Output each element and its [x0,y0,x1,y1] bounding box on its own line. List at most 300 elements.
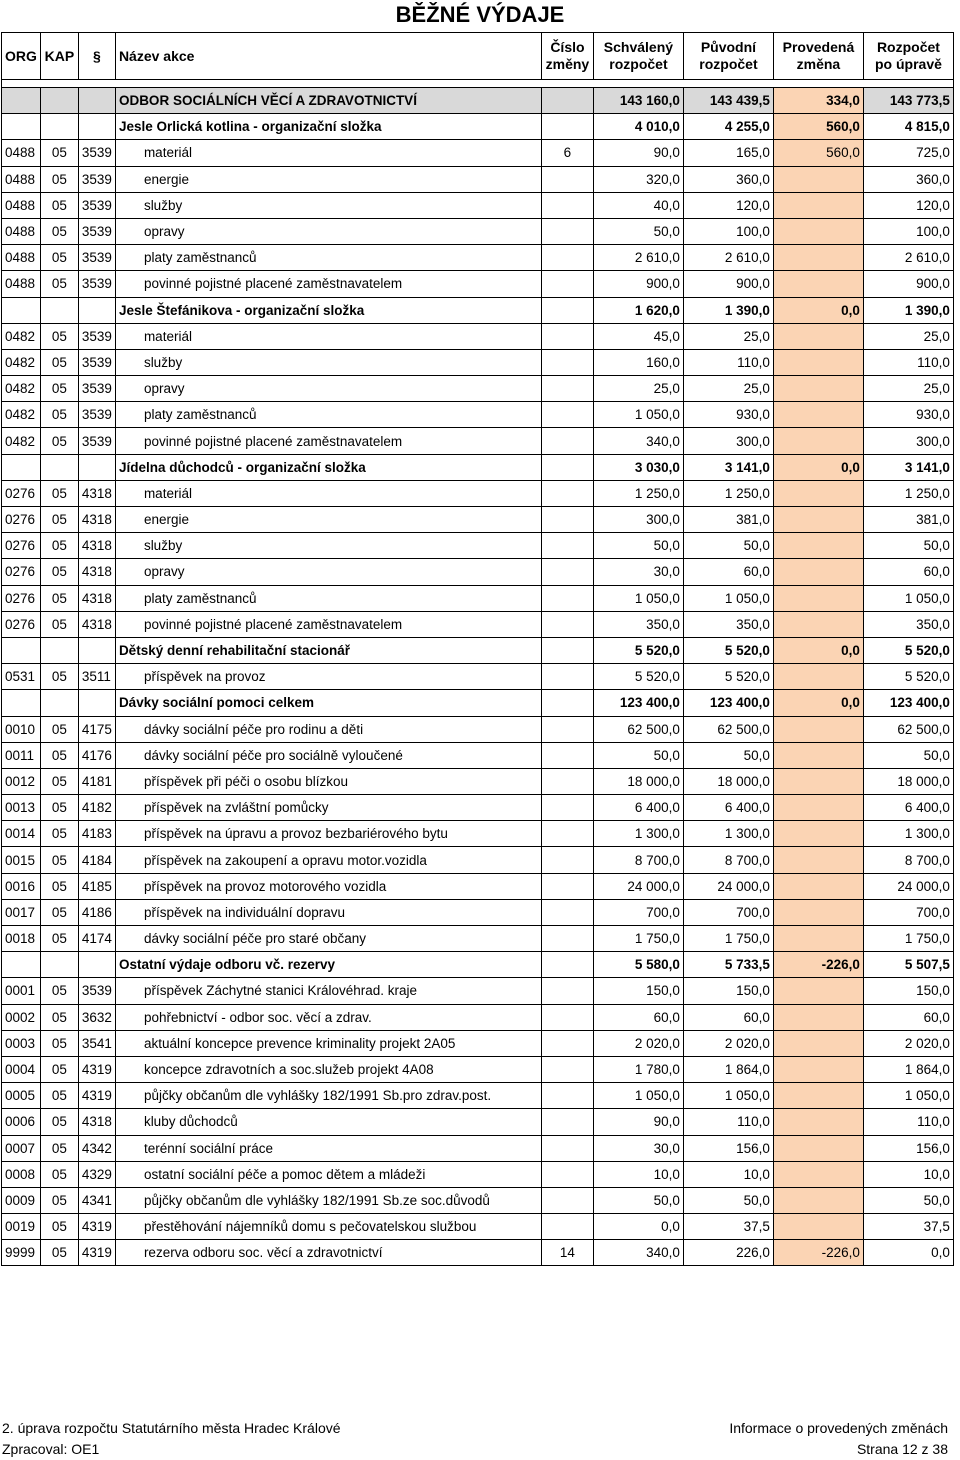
cell-adjusted: 0,0 [863,1240,953,1266]
cell-original: 25,0 [683,323,773,349]
cell-org [2,454,41,480]
table-row [2,742,954,768]
cell-approved: 50,0 [593,1187,683,1213]
cell-name: kluby důchodců [115,1109,541,1135]
cell-adjusted: 24 000,0 [863,873,953,899]
cell-change-no [541,166,593,192]
cell-original: 50,0 [683,1187,773,1213]
cell-original: 165,0 [683,140,773,166]
cell-change [773,218,863,244]
cell-kap: 05 [40,1056,78,1082]
cell-kap [40,690,78,716]
cell-change [773,323,863,349]
cell-approved: 30,0 [593,559,683,585]
cell-adjusted: 5 507,5 [863,952,953,978]
cell-original: 120,0 [683,192,773,218]
cell-adjusted: 381,0 [863,507,953,533]
cell-approved: 700,0 [593,899,683,925]
cell-org: 0482 [2,323,41,349]
cell-paragraph: 4184 [78,847,115,873]
cell-change [773,1135,863,1161]
cell-paragraph [78,637,115,663]
cell-name: materiál [115,323,541,349]
cell-kap [40,114,78,140]
cell-original: 24 000,0 [683,873,773,899]
cell-name: příspěvek na zvláštní pomůcky [115,795,541,821]
cell-adjusted: 2 020,0 [863,1030,953,1056]
cell-paragraph: 3541 [78,1030,115,1056]
cell-kap [40,952,78,978]
cell-paragraph: 4342 [78,1135,115,1161]
cell-kap: 05 [40,1135,78,1161]
cell-org: 0011 [2,742,41,768]
table-row [2,245,954,271]
cell-approved: 1 050,0 [593,585,683,611]
cell-approved: 24 000,0 [593,873,683,899]
cell-approved: 300,0 [593,507,683,533]
cell-change-no [541,1135,593,1161]
cell-org: 0276 [2,585,41,611]
cell-adjusted: 50,0 [863,1187,953,1213]
cell-paragraph: 4318 [78,611,115,637]
cell-kap: 05 [40,664,78,690]
cell-approved: 90,0 [593,140,683,166]
cell-change-no [541,847,593,873]
cell-original: 156,0 [683,1135,773,1161]
cell-adjusted: 143 773,5 [863,88,953,114]
cell-change [773,559,863,585]
cell-change: 0,0 [773,454,863,480]
section-subtotal-row [2,952,954,978]
cell-approved: 1 250,0 [593,480,683,506]
cell-name: ODBOR SOCIÁLNÍCH VĚCÍ A ZDRAVOTNICTVÍ [115,88,541,114]
cell-change [773,1004,863,1030]
table-row [2,1004,954,1030]
table-row [2,1240,954,1266]
cell-org: 0012 [2,768,41,794]
cell-original: 1 300,0 [683,821,773,847]
cell-change-no [541,1109,593,1135]
cell-kap: 05 [40,847,78,873]
cell-change [773,768,863,794]
cell-approved: 50,0 [593,218,683,244]
cell-change-no [541,952,593,978]
cell-change: -226,0 [773,1240,863,1266]
cell-change [773,585,863,611]
cell-kap: 05 [40,349,78,375]
cell-original: 25,0 [683,376,773,402]
cell-change [773,664,863,690]
cell-approved: 50,0 [593,533,683,559]
cell-change-no [541,1056,593,1082]
cell-adjusted: 725,0 [863,140,953,166]
cell-original: 2 610,0 [683,245,773,271]
cell-name: aktuální koncepce prevence kriminality projekt 2A05 [115,1030,541,1056]
cell-name: dávky sociální péče pro sociálně vyloučené [115,742,541,768]
cell-approved: 143 160,0 [593,88,683,114]
cell-kap: 05 [40,1187,78,1213]
cell-change [773,271,863,297]
table-row [2,271,954,297]
cell-name: povinné pojistné placené zaměstnavatelem [115,611,541,637]
cell-paragraph [78,297,115,323]
cell-original: 10,0 [683,1161,773,1187]
cell-paragraph: 4181 [78,768,115,794]
cell-change-no [541,899,593,925]
cell-paragraph: 4329 [78,1161,115,1187]
cell-original: 37,5 [683,1214,773,1240]
cell-paragraph: 4319 [78,1083,115,1109]
cell-kap [40,88,78,114]
table-row [2,140,954,166]
cell-change [773,873,863,899]
cell-change-no [541,873,593,899]
cell-kap: 05 [40,428,78,454]
cell-change-no [541,1161,593,1187]
header-row [2,33,954,80]
cell-name: materiál [115,480,541,506]
cell-paragraph: 3539 [78,402,115,428]
cell-change [773,1109,863,1135]
section-subtotal-row [2,297,954,323]
cell-org: 0488 [2,166,41,192]
cell-approved: 40,0 [593,192,683,218]
cell-name: terénní sociální práce [115,1135,541,1161]
cell-name: Ostatní výdaje odboru vč. rezervy [115,952,541,978]
cell-change-no: 14 [541,1240,593,1266]
table-row [2,349,954,375]
cell-kap: 05 [40,1109,78,1135]
cell-name: přestěhování nájemníků domu s pečovatelskou službou [115,1214,541,1240]
col-header-kap: KAP [40,33,78,80]
cell-name: povinné pojistné placené zaměstnavatelem [115,428,541,454]
cell-org: 0276 [2,507,41,533]
cell-org: 0019 [2,1214,41,1240]
cell-change [773,978,863,1004]
cell-change-no [541,114,593,140]
cell-adjusted: 1 300,0 [863,821,953,847]
cell-change-no [541,88,593,114]
cell-original: 360,0 [683,166,773,192]
cell-change [773,245,863,271]
cell-original: 5 520,0 [683,664,773,690]
cell-paragraph: 3539 [78,376,115,402]
cell-paragraph [78,690,115,716]
cell-kap: 05 [40,533,78,559]
table-row [2,1161,954,1187]
cell-approved: 5 520,0 [593,637,683,663]
cell-paragraph: 4319 [78,1240,115,1266]
cell-kap: 05 [40,1004,78,1030]
cell-adjusted: 2 610,0 [863,245,953,271]
cell-paragraph: 4318 [78,533,115,559]
cell-change [773,192,863,218]
cell-original: 226,0 [683,1240,773,1266]
cell-change-no [541,1004,593,1030]
cell-adjusted: 1 864,0 [863,1056,953,1082]
cell-kap: 05 [40,1214,78,1240]
cell-kap: 05 [40,611,78,637]
cell-change-no [541,637,593,663]
cell-approved: 1 050,0 [593,402,683,428]
cell-name: koncepce zdravotních a soc.služeb projekt 4A08 [115,1056,541,1082]
cell-org: 0482 [2,402,41,428]
table-row [2,899,954,925]
cell-name: Jesle Štefánikova - organizační složka [115,297,541,323]
cell-change-no [541,507,593,533]
cell-paragraph: 3539 [78,428,115,454]
cell-original: 381,0 [683,507,773,533]
cell-approved: 123 400,0 [593,690,683,716]
cell-org [2,88,41,114]
cell-name: příspěvek na individuální dopravu [115,899,541,925]
table-row [2,611,954,637]
cell-adjusted: 4 815,0 [863,114,953,140]
cell-adjusted: 5 520,0 [863,637,953,663]
cell-original: 6 400,0 [683,795,773,821]
cell-change-no [541,1030,593,1056]
cell-adjusted: 300,0 [863,428,953,454]
cell-original: 8 700,0 [683,847,773,873]
cell-adjusted: 156,0 [863,1135,953,1161]
cell-name: služby [115,349,541,375]
cell-change: 0,0 [773,297,863,323]
cell-name: Dávky sociální pomoci celkem [115,690,541,716]
table-row [2,1083,954,1109]
cell-original: 1 390,0 [683,297,773,323]
cell-approved: 1 750,0 [593,926,683,952]
cell-adjusted: 18 000,0 [863,768,953,794]
cell-org [2,637,41,663]
cell-org: 0276 [2,559,41,585]
cell-change-no [541,454,593,480]
cell-paragraph: 3539 [78,323,115,349]
table-row [2,1030,954,1056]
cell-org: 0014 [2,821,41,847]
cell-kap: 05 [40,480,78,506]
cell-org: 0488 [2,140,41,166]
cell-kap: 05 [40,402,78,428]
cell-adjusted: 123 400,0 [863,690,953,716]
cell-change-no [541,585,593,611]
cell-change: 560,0 [773,140,863,166]
cell-paragraph: 3632 [78,1004,115,1030]
cell-name: příspěvek na zakoupení a opravu motor.vozidla [115,847,541,873]
cell-paragraph [78,88,115,114]
cell-approved: 900,0 [593,271,683,297]
cell-original: 50,0 [683,742,773,768]
cell-paragraph: 3539 [78,245,115,271]
cell-kap: 05 [40,978,78,1004]
cell-kap: 05 [40,1240,78,1266]
cell-org [2,114,41,140]
footer-section-title: Informace o provedených změnách [729,1420,948,1436]
cell-change [773,847,863,873]
cell-name: dávky sociální péče pro staré občany [115,926,541,952]
table-row [2,376,954,402]
cell-paragraph: 4175 [78,716,115,742]
cell-adjusted: 120,0 [863,192,953,218]
cell-kap: 05 [40,926,78,952]
cell-org [2,952,41,978]
cell-org: 0482 [2,349,41,375]
cell-change-no [541,611,593,637]
cell-original: 50,0 [683,533,773,559]
col-header-org: ORG [2,33,41,80]
cell-paragraph: 4318 [78,1109,115,1135]
cell-approved: 30,0 [593,1135,683,1161]
table-row [2,585,954,611]
cell-paragraph: 4318 [78,480,115,506]
cell-change [773,1056,863,1082]
cell-org [2,297,41,323]
table-row [2,1187,954,1213]
col-header-adjusted: Rozpočet po úpravě [863,33,953,80]
footer-document-title: 2. úprava rozpočtu Statutárního města Hradec Králové [2,1420,341,1436]
cell-adjusted: 5 520,0 [863,664,953,690]
cell-name: příspěvek při péči o osobu blízkou [115,768,541,794]
cell-org: 0017 [2,899,41,925]
cell-name: povinné pojistné placené zaměstnavatelem [115,271,541,297]
cell-original: 60,0 [683,559,773,585]
cell-kap: 05 [40,795,78,821]
cell-name: ostatní sociální péče a pomoc dětem a mládeži [115,1161,541,1187]
cell-kap: 05 [40,821,78,847]
cell-adjusted: 700,0 [863,899,953,925]
cell-adjusted: 150,0 [863,978,953,1004]
cell-org: 0015 [2,847,41,873]
cell-org: 0001 [2,978,41,1004]
table-row [2,533,954,559]
cell-kap: 05 [40,323,78,349]
cell-approved: 1 620,0 [593,297,683,323]
cell-name: Jesle Orlická kotlina - organizační složka [115,114,541,140]
cell-original: 123 400,0 [683,690,773,716]
cell-name: energie [115,166,541,192]
cell-paragraph: 4318 [78,585,115,611]
cell-adjusted: 50,0 [863,742,953,768]
footer-page-number: Strana 12 z 38 [856,1441,948,1457]
cell-kap: 05 [40,899,78,925]
cell-name: Dětský denní rehabilitační stacionář [115,637,541,663]
col-header-change-no: Číslo změny [541,33,593,80]
cell-kap: 05 [40,873,78,899]
cell-change [773,742,863,768]
table-row [2,1056,954,1082]
cell-paragraph: 4174 [78,926,115,952]
cell-adjusted: 110,0 [863,349,953,375]
cell-name: platy zaměstnanců [115,585,541,611]
cell-change-no [541,402,593,428]
cell-org: 0004 [2,1056,41,1082]
cell-change [773,1030,863,1056]
cell-change-no [541,559,593,585]
cell-paragraph: 4183 [78,821,115,847]
table-row [2,716,954,742]
cell-approved: 5 520,0 [593,664,683,690]
table-row [2,192,954,218]
cell-change-no [541,1083,593,1109]
section-subtotal-row [2,114,954,140]
cell-change [773,1214,863,1240]
cell-name: opravy [115,559,541,585]
cell-change-no [541,768,593,794]
cell-name: příspěvek na provoz motorového vozidla [115,873,541,899]
cell-original: 62 500,0 [683,716,773,742]
cell-original: 4 255,0 [683,114,773,140]
cell-approved: 6 400,0 [593,795,683,821]
cell-change-no [541,271,593,297]
cell-original: 5 520,0 [683,637,773,663]
cell-change [773,428,863,454]
table-body [2,88,954,1266]
cell-approved: 150,0 [593,978,683,1004]
cell-paragraph: 3539 [78,166,115,192]
cell-change: 560,0 [773,114,863,140]
cell-change [773,376,863,402]
cell-approved: 2 610,0 [593,245,683,271]
cell-change [773,166,863,192]
cell-change [773,1187,863,1213]
cell-name: Jídelna důchodců - organizační složka [115,454,541,480]
cell-original: 60,0 [683,1004,773,1030]
table-row [2,847,954,873]
section-subtotal-row [2,454,954,480]
table-row [2,402,954,428]
cell-name: opravy [115,218,541,244]
cell-kap: 05 [40,585,78,611]
cell-kap: 05 [40,716,78,742]
cell-org: 0488 [2,271,41,297]
cell-adjusted: 100,0 [863,218,953,244]
cell-org: 0013 [2,795,41,821]
cell-paragraph: 4185 [78,873,115,899]
cell-adjusted: 1 750,0 [863,926,953,952]
cell-change [773,480,863,506]
cell-approved: 3 030,0 [593,454,683,480]
department-total-row [2,88,954,114]
cell-adjusted: 1 390,0 [863,297,953,323]
cell-change-no [541,1214,593,1240]
cell-change: 0,0 [773,637,863,663]
cell-paragraph: 3539 [78,140,115,166]
cell-change-no [541,978,593,1004]
cell-original: 143 439,5 [683,88,773,114]
cell-approved: 50,0 [593,742,683,768]
cell-adjusted: 10,0 [863,1161,953,1187]
cell-original: 100,0 [683,218,773,244]
cell-name: služby [115,192,541,218]
cell-change-no [541,218,593,244]
cell-approved: 160,0 [593,349,683,375]
cell-change [773,795,863,821]
cell-change-no [541,926,593,952]
cell-org: 0488 [2,245,41,271]
cell-kap: 05 [40,1161,78,1187]
table-row [2,428,954,454]
col-header-approved: Schválený rozpočet [593,33,683,80]
cell-original: 900,0 [683,271,773,297]
table-row [2,1214,954,1240]
cell-name: dávky sociální péče pro rodinu a děti [115,716,541,742]
cell-change-no [541,376,593,402]
cell-org: 0018 [2,926,41,952]
table-row [2,795,954,821]
cell-original: 350,0 [683,611,773,637]
cell-paragraph [78,114,115,140]
table-row [2,978,954,1004]
cell-approved: 320,0 [593,166,683,192]
